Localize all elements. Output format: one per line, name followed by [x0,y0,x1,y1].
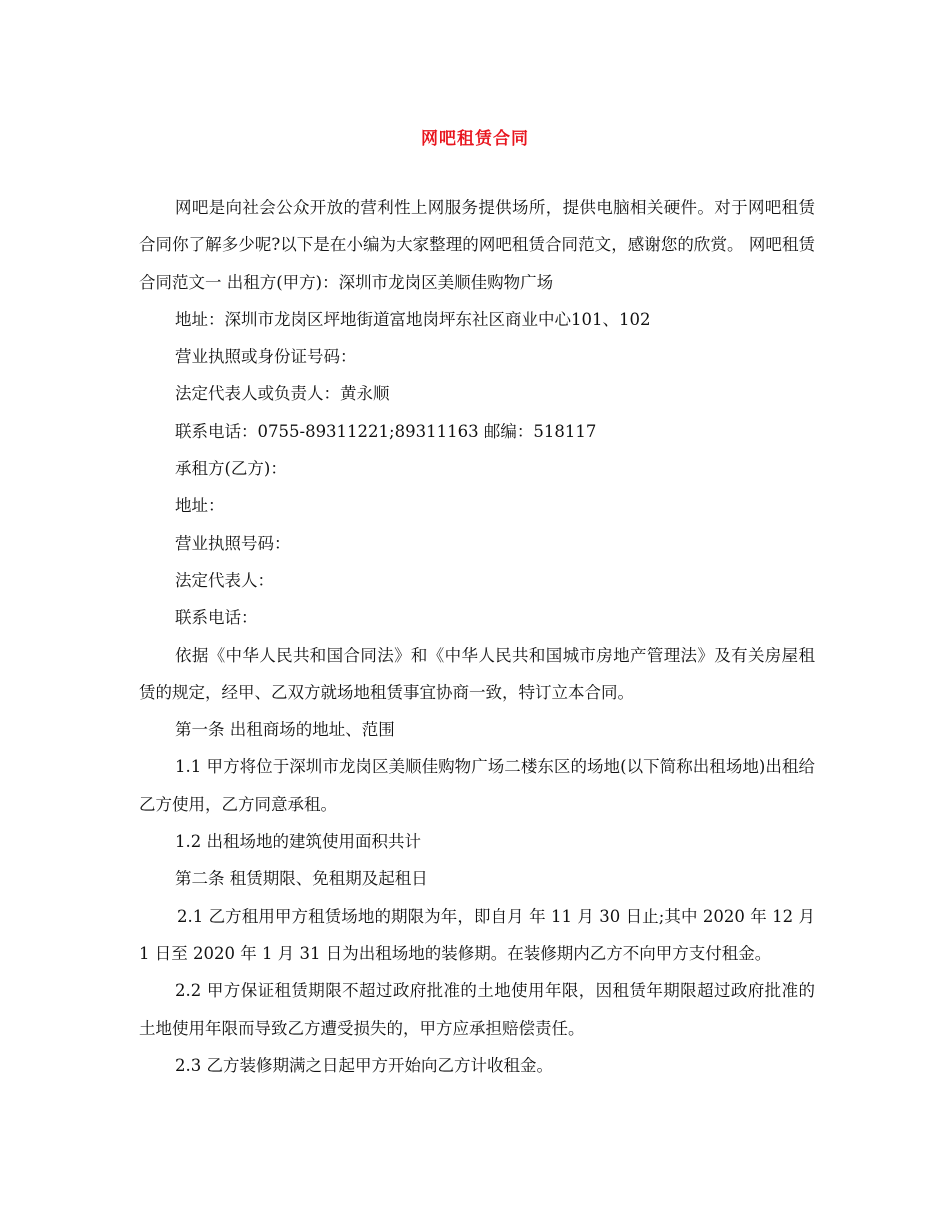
article-2-heading: 第二条 租赁期限、免租期及起租日 [175,869,428,889]
lessee-heading: 承租方(乙方)： [175,459,287,479]
clause-2-3: 2.3 乙方装修期满之日起甲方开始向乙方计收租金。 [175,1055,553,1075]
lessee-contact: 联系电话： [175,608,258,628]
clause-1-2: 1.2 出租场地的建筑使用面积共计 [175,832,421,852]
lessor-address: 地址：深圳市龙岗区坪地街道富地岗坪东社区商业中心101、102 [175,309,651,329]
article-1-heading: 第一条 出租商场的地址、范围 [175,720,395,740]
lessee-license: 营业执照号码： [175,533,291,553]
lessor-representative: 法定代表人或负责人：黄永顺 [175,384,390,404]
document-title: 网吧租赁合同 [421,129,529,149]
intro-paragraph: 网吧是向社会公众开放的营利性上网服务提供场所，提供电脑相关硬件。对于网吧租赁合同你了解多少呢?以下是在小编为大家整理的网吧租赁合同范文，感谢您的欣赏。 网吧租赁合同范文一 出租方(甲方)：深圳市龙岗区美顺佳购物广场 [139,198,815,292]
clause-2-2: 2.2 甲方保证租赁期限不超过政府批准的土地使用年限，因租赁年期限超过政府批准的土地使用年限而导致乙方遭受损失的，甲方应承担赔偿责任。 [139,981,815,1038]
lessor-contact: 联系电话：0755-89311221;89311163 邮编：518117 [175,421,597,441]
lessee-representative: 法定代表人： [175,570,274,590]
legal-basis-paragraph: 依据《中华人民共和国合同法》和《中华人民共和国城市房地产管理法》及有关房屋租赁的规定，经甲、乙双方就场地租赁事宜协商一致，特订立本合同。 [139,645,815,702]
document-body [139,189,815,1084]
clause-1-1: 1.1 甲方将位于深圳市龙岗区美顺佳购物广场二楼东区的场地(以下简称出租场地)出租给乙方使用，乙方同意承租。 [139,757,815,814]
clause-2-1: 2.1 乙方租用甲方租赁场地的期限为年，即自月 年 11 月 30 日止;其中 2020 年 12 月 1 日至 2020 年 1 月 31 日为出租场地的装修期。在装修期内乙方不向甲方支付租金。 [139,906,815,963]
lessor-license: 营业执照或身份证号码： [175,347,357,367]
lessee-address: 地址： [175,496,225,516]
